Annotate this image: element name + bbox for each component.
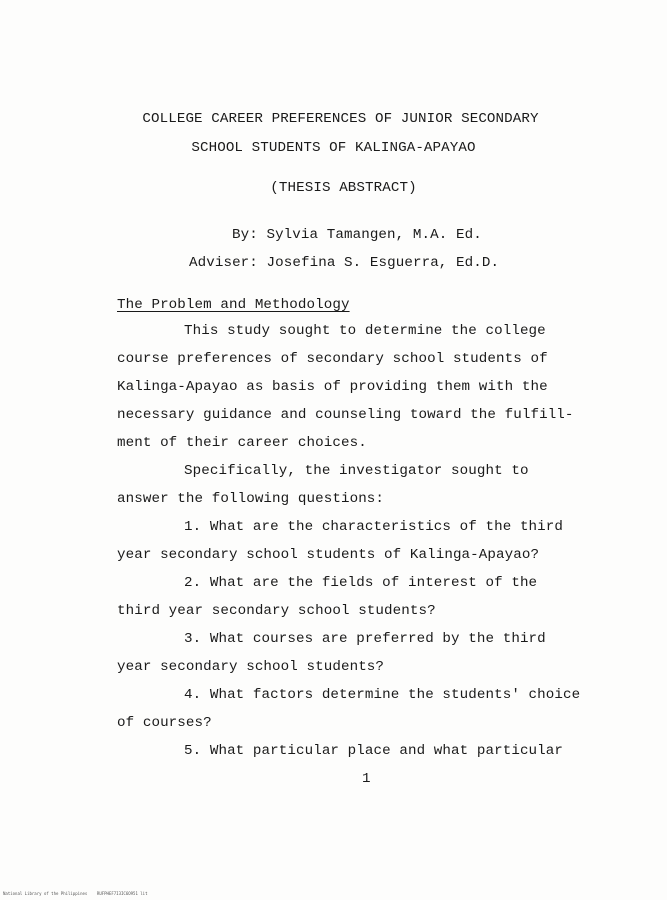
question-4: 4. What factors determine the students' choice xyxy=(184,687,581,703)
section-heading: The Problem and Methodology xyxy=(117,297,350,313)
adviser-line: Adviser: Josefina S. Esguerra, Ed.D. xyxy=(189,255,500,271)
page-number: 1 xyxy=(362,771,371,787)
body-line: necessary guidance and counseling toward the fulfill- xyxy=(117,407,574,423)
scan-footer: National Library of the Philippines RUFPHEF7I3IC6O951 lit xyxy=(3,891,148,896)
body-line: Kalinga-Apayao as basis of providing them with the xyxy=(117,379,548,395)
question-1: 1. What are the characteristics of the third xyxy=(184,519,564,535)
title-line-1: COLLEGE CAREER PREFERENCES OF JUNIOR SECONDARY xyxy=(142,111,539,127)
title-line-2: SCHOOL STUDENTS OF KALINGA-APAYAO xyxy=(191,140,476,156)
body-line: year secondary school students? xyxy=(117,659,385,675)
body-line: third year secondary school students? xyxy=(117,603,436,619)
body-line: answer the following questions: xyxy=(117,491,385,507)
body-line: course preferences of secondary school students of xyxy=(117,351,548,367)
subtitle: (THESIS ABSTRACT) xyxy=(270,180,417,196)
body-line: of courses? xyxy=(117,715,212,731)
author-line: By: Sylvia Tamangen, M.A. Ed. xyxy=(232,227,482,243)
body-line: This study sought to determine the college xyxy=(184,323,546,339)
question-2: 2. What are the fields of interest of the xyxy=(184,575,538,591)
question-5: 5. What particular place and what particular xyxy=(184,743,564,759)
body-line: Specifically, the investigator sought to xyxy=(184,463,529,479)
body-line: ment of their career choices. xyxy=(117,435,367,451)
body-line: year secondary school students of Kalinga-Apayao? xyxy=(117,547,540,563)
question-3: 3. What courses are preferred by the third xyxy=(184,631,546,647)
